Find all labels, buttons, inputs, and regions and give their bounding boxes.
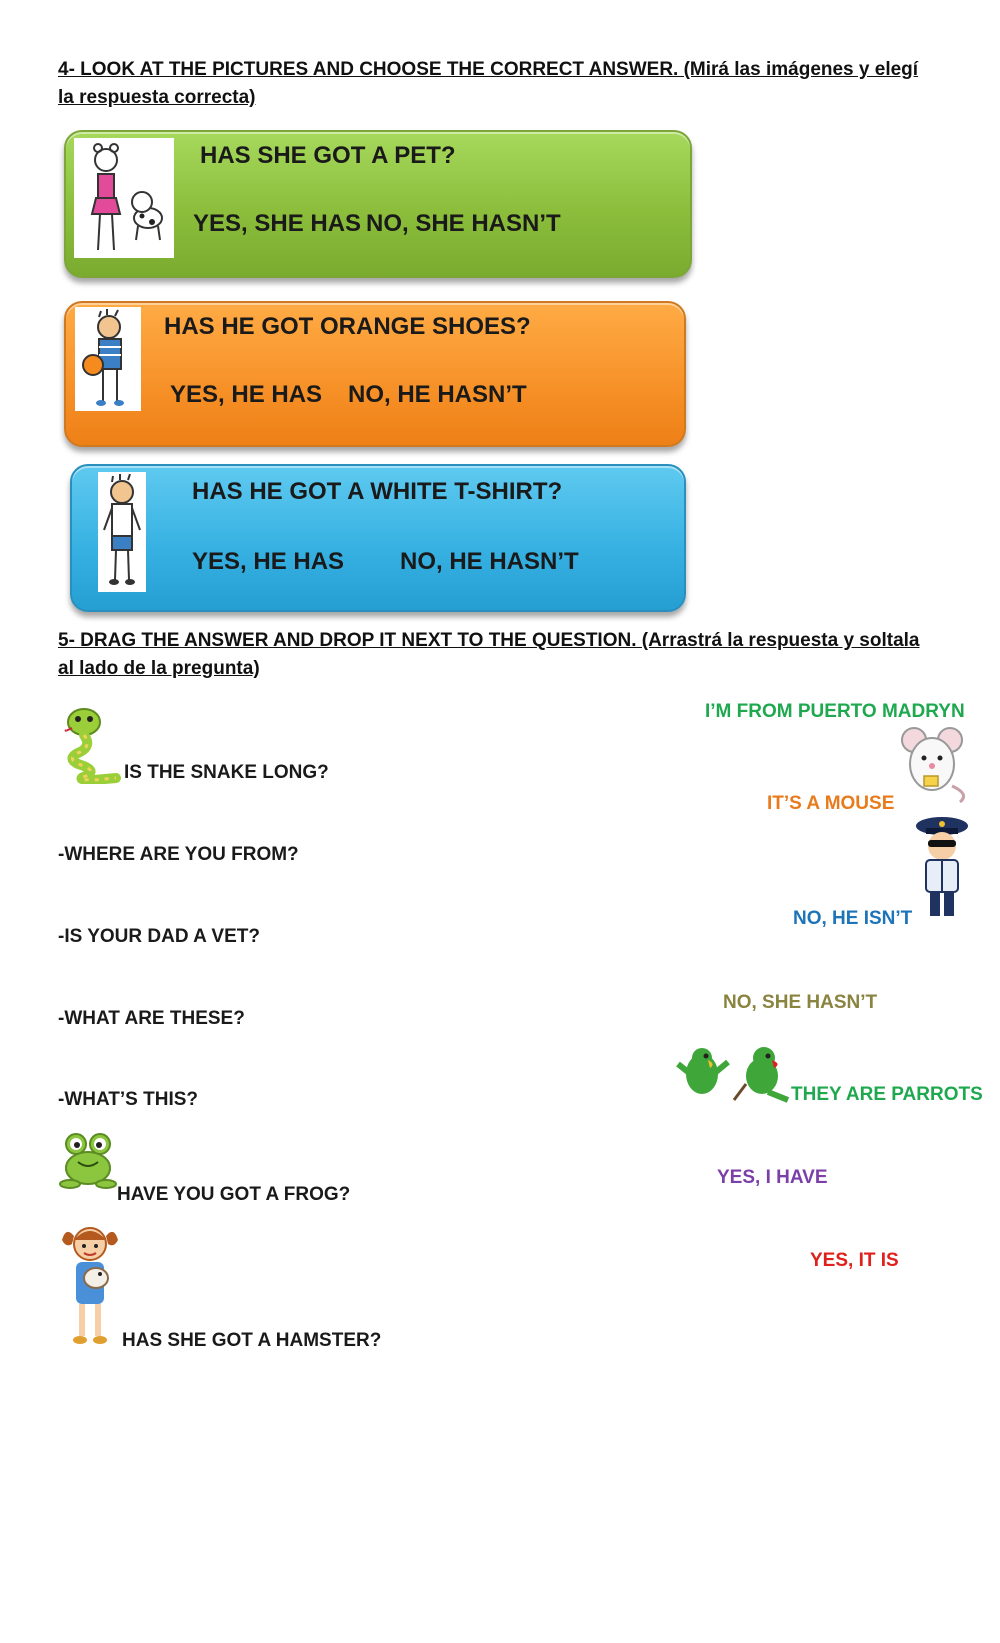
question-card-tshirt [70,464,686,612]
question-text: HAS HE GOT ORANGE SHOES? [164,313,531,340]
option-yes[interactable]: YES, HE HAS [170,381,323,408]
question-text: HAS SHE GOT A PET? [200,142,456,169]
girl-with-dog-icon [74,138,174,258]
pilot-icon [912,816,974,925]
boy-with-ball-icon [75,307,141,411]
question-where-from: -WHERE ARE YOU FROM? [58,844,299,865]
option-yes[interactable]: YES, HE HAS [192,548,345,575]
girl-with-pet-icon [60,1222,122,1351]
question-snake: IS THE SNAKE LONG? [124,762,329,783]
mouse-icon [900,724,974,811]
answer-no-she-hasnt[interactable]: NO, SHE HASN’T [723,992,878,1013]
option-no[interactable]: NO, SHE HASN’T [366,210,561,237]
question-text: HAS HE GOT A WHITE T-SHIRT? [192,478,563,505]
snake-icon [58,706,124,789]
frog-icon [58,1130,118,1195]
question-hamster: HAS SHE GOT A HAMSTER? [122,1330,382,1351]
exercise-5-title: 5- DRAG THE ANSWER AND DROP IT NEXT TO THE QUESTION. (Arrastrá la respuesta y soltala al lado de la pregunta) [58,630,920,679]
option-yes[interactable]: YES, SHE HAS [193,210,362,237]
question-what-are-these: -WHAT ARE THESE? [58,1008,245,1029]
answer-yes-it-is[interactable]: YES, IT IS [810,1250,899,1271]
question-frog: HAVE YOU GOT A FROG? [117,1184,351,1205]
exercise-4-title: 4- LOOK AT THE PICTURES AND CHOOSE THE CORRECT ANSWER. (Mirá las imágenes y elegí la respuesta correcta) [58,59,919,108]
answer-puerto-madryn[interactable]: I’M FROM PUERTO MADRYN [705,701,965,722]
question-whats-this: -WHAT’S THIS? [58,1089,199,1110]
boy-standing-icon [98,472,146,592]
question-card-pet [64,130,692,278]
parrots-icon [676,1044,794,1109]
answer-they-are-parrots[interactable]: THEY ARE PARROTS [791,1084,983,1105]
option-no[interactable]: NO, HE HASN’T [348,381,527,408]
answer-yes-i-have[interactable]: YES, I HAVE [717,1167,828,1188]
question-card-shoes [64,301,686,447]
answer-its-a-mouse[interactable]: IT’S A MOUSE [767,793,895,814]
answer-no-he-isnt[interactable]: NO, HE ISN’T [793,908,913,929]
option-no[interactable]: NO, HE HASN’T [400,548,579,575]
question-dad-vet: -IS YOUR DAD A VET? [58,926,260,947]
